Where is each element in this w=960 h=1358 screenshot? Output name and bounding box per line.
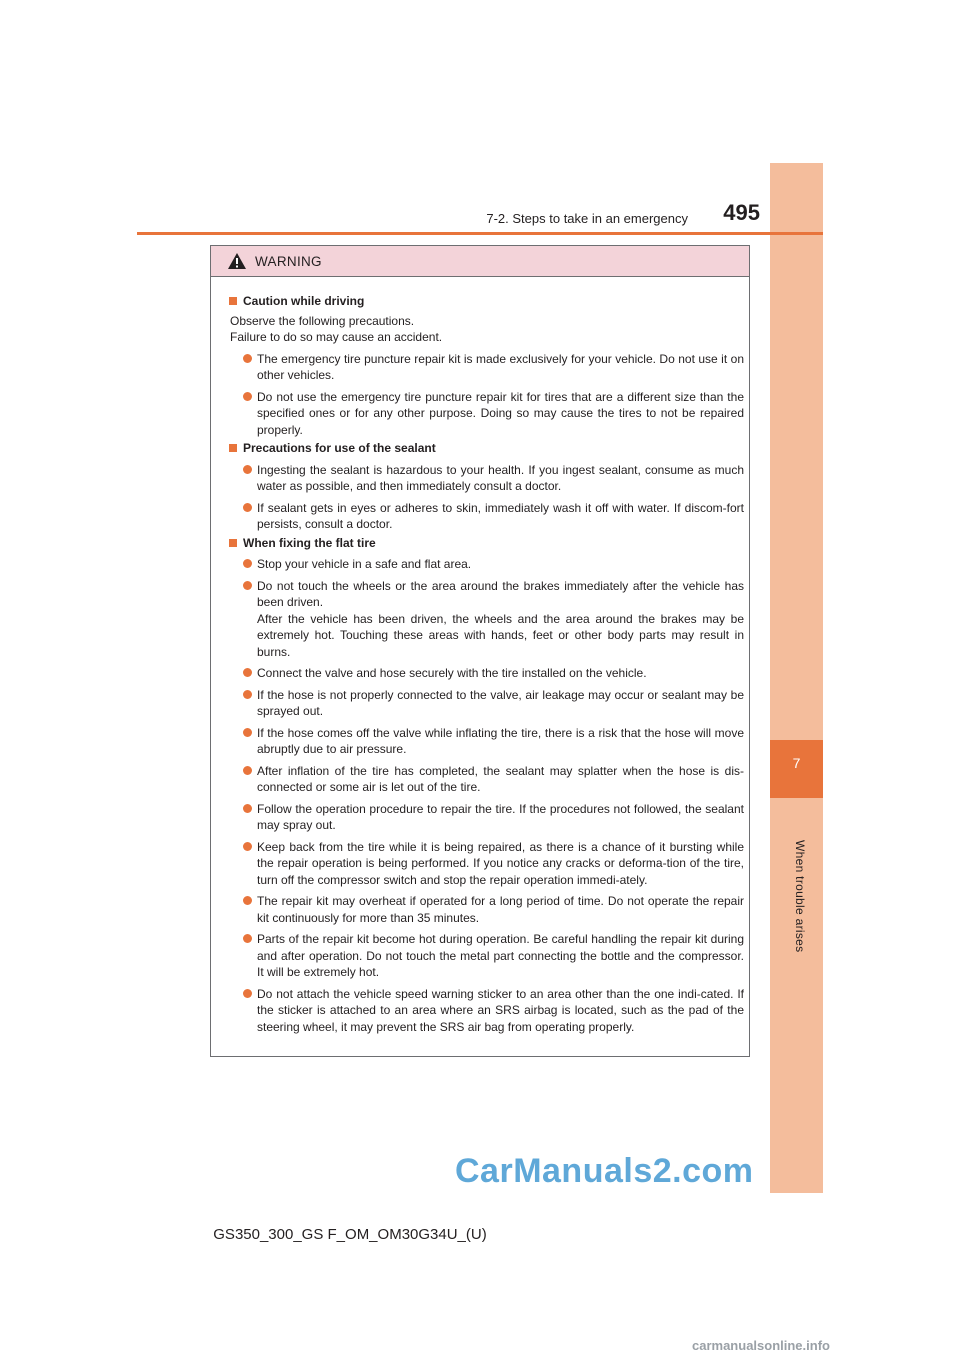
chapter-title: When trouble arises (793, 840, 807, 953)
warning-section-heading: When fixing the flat tire (228, 535, 744, 552)
warning-bullet-item: Keep back from the tire while it is being repaired, as there is a chance of it bursting while the repair operation is being performed. If you notice any cracks or deforma-tion of the tire, turn off the compressor switch and stop the repair operation immedi-ately. (243, 839, 744, 889)
page-number: 495 (723, 200, 760, 225)
warning-bullet-item: Stop your vehicle in a safe and flat area. (243, 556, 744, 573)
warning-box (210, 245, 750, 1057)
warning-bullet-item: Do not use the emergency tire puncture repair kit for tires that are a different size than the specified ones or for any other purpose. Doing so may cause the tires to not be repaired properly. (243, 389, 744, 439)
watermark-carmanualsonline[interactable]: carmanualsonline.info (692, 1338, 830, 1353)
chapter-number: 7 (792, 755, 801, 771)
warning-section-intro (228, 313, 744, 346)
warning-bullet-item: If the hose comes off the valve while inflating the tire, there is a risk that the hose will move abruptly due to air pressure. (243, 725, 744, 758)
warning-bullet-item: Do not touch the wheels or the area around the brakes immediately after the vehicle has been driven. After the vehicle has been driven, the wheels and the area around the brakes may be extremely hot. Touching these areas with hands, feet or other body parts may result in burns. (243, 578, 744, 661)
warning-section-heading: Caution while driving (228, 293, 744, 310)
warning-bullet-item: The repair kit may overheat if operated for a long period of time. Do not operate the repair kit continuously for more than 35 minutes. (243, 893, 744, 926)
warning-bullet-item: After inflation of the tire has completed, the sealant may splatter when the hose is dis-connected or some air is let out of the tire. (243, 763, 744, 796)
chapter-side-tab (770, 163, 823, 1193)
warning-header (211, 246, 749, 277)
warning-body (211, 277, 749, 1035)
warning-bullet-item: Follow the operation procedure to repair the tire. If the procedures not followed, the sealant may spray out. (243, 801, 744, 834)
intro-line: Observe the following precautions. (230, 313, 415, 328)
warning-bullet-item: Parts of the repair kit become hot during operation. Be careful handling the repair kit during and after operation. Do not touch the metal part connecting the bottle and the compressor. It will be extremely hot. (243, 931, 744, 981)
watermark-carmanuals2[interactable]: CarManuals2.com (455, 1152, 754, 1190)
warning-bullet-item: Connect the valve and hose securely with the tire installed on the vehicle. (243, 665, 744, 682)
warning-section-heading: Precautions for use of the sealant (228, 440, 744, 457)
warning-bullet-item: If the hose is not properly connected to the valve, air leakage may occur or sealant may be sprayed out. (243, 687, 744, 720)
warning-bullet-item: If sealant gets in eyes or adheres to skin, immediately wash it off with water. If discom-fort persists, consult a doctor. (243, 500, 744, 533)
header-rule (137, 232, 823, 235)
warning-triangle-icon (227, 252, 247, 270)
warning-bullet-item: The emergency tire puncture repair kit is made exclusively for your vehicle. Do not use it on other vehicles. (243, 351, 744, 384)
intro-line: Failure to do so may cause an accident. (230, 330, 443, 344)
section-title: 7-2. Steps to take in an emergency (486, 211, 688, 226)
warning-bullet-item: Ingesting the sealant is hazardous to your health. If you ingest sealant, consume as much water as possible, and then immediately consult a doctor. (243, 462, 744, 495)
manual-code: GS350_300_GS F_OM_OM30G34U_(U) (213, 1226, 487, 1243)
warning-title: WARNING (255, 254, 322, 269)
warning-bullet-item: Do not attach the vehicle speed warning sticker to an area other than the one indi-cated. If the sticker is attached to an area where an SRS airbag is located, such as the pad of the steering wheel, it may prevent the SRS air bag from operating properly. (243, 986, 744, 1036)
